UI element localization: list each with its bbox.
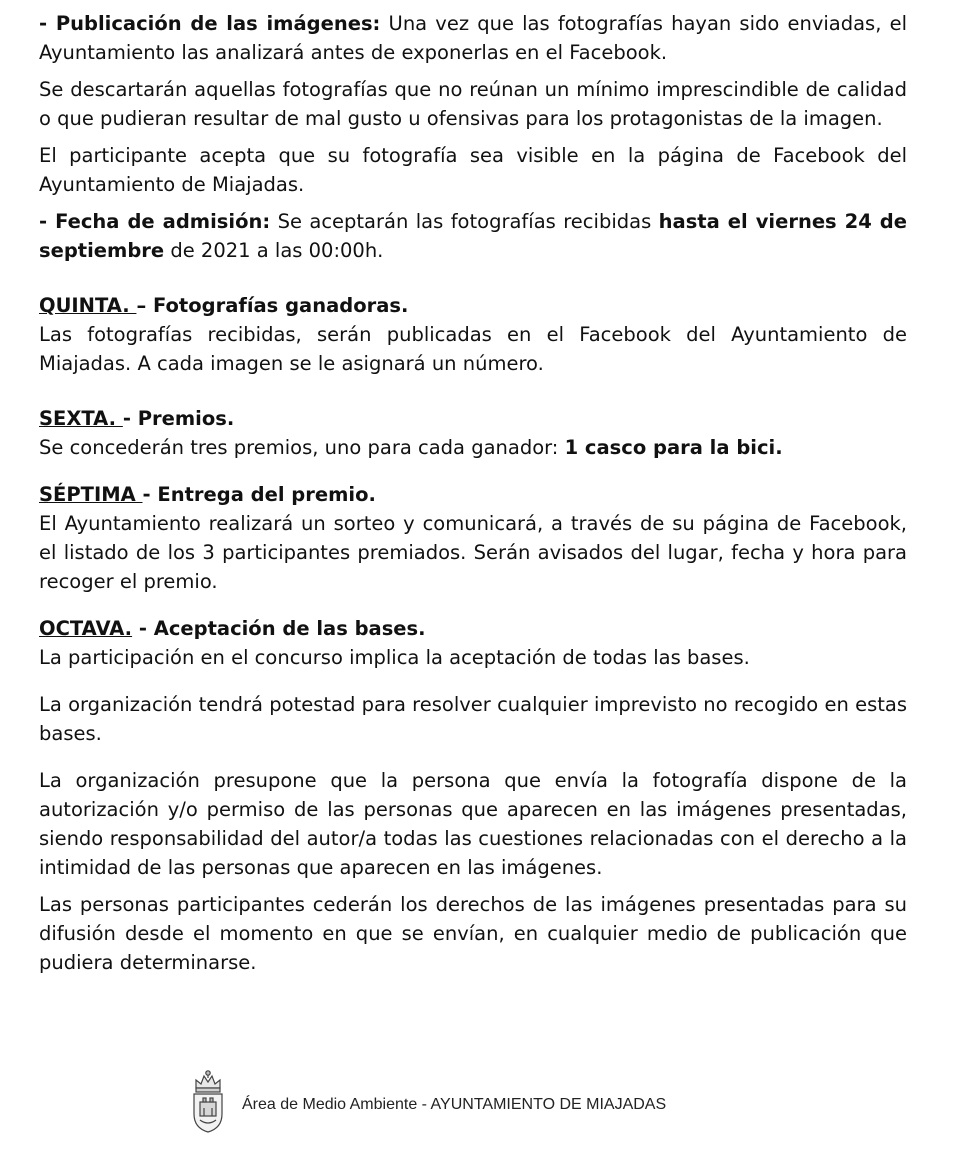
section-body-septima: El Ayuntamiento realizará un sorteo y comunicará, a través de su página de Facebook, el listado de los 3 participantes premiados. Serán avisados del lugar, fecha y hora para recoger el premio.	[39, 512, 907, 593]
visibilidad-paragraph: El participante acepta que su fotografía sea visible en la página de Facebook del Ayuntamiento de Miajadas.	[39, 144, 907, 196]
fecha-admision-lead: - Fecha de admisión:	[39, 210, 271, 233]
publicacion-lead: - Publicación de las imágenes:	[39, 12, 381, 35]
publicacion-text: Una vez que las fotografías hayan sido enviadas, el Ayuntamiento las analizará antes de exponerlas en el Facebook.	[39, 12, 907, 64]
page-footer	[190, 1068, 790, 1138]
municipal-coat-of-arms-icon	[190, 1068, 226, 1134]
section-body-sexta: Se concederán tres premios, uno para cada ganador: 1 casco para la bici.	[39, 436, 783, 459]
document-body	[39, 9, 907, 977]
section-body-octava: La participación en el concurso implica la aceptación de todas las bases.	[39, 646, 750, 669]
descarte-paragraph: Se descartarán aquellas fotografías que no reúnan un mínimo imprescindible de calidad o que pudieran resultar de mal gusto u ofensivas para los protagonistas de la imagen.	[39, 78, 907, 130]
section-heading-quinta: QUINTA. – Fotografías ganadoras.	[39, 294, 409, 317]
fecha-limite: hasta el viernes 24 de septiembre	[39, 210, 907, 262]
footer-text: Área de Medio Ambiente - AYUNTAMIENTO DE MIAJADAS	[242, 1096, 667, 1113]
autorizacion-paragraph: La organización presupone que la persona que envía la fotografía dispone de la autorización y/o permiso de las personas que aparecen en las imágenes presentadas, siendo responsabilidad del autor/a todas las cuestiones relacionadas con el derecho a la intimidad de las personas que aparecen en las imágenes.	[39, 769, 907, 879]
section-heading-sexta: SEXTA. - Premios.	[39, 407, 235, 430]
section-body-quinta: Las fotografías recibidas, serán publicadas en el Facebook del Ayuntamiento de Miajadas. A cada imagen se le asignará un número.	[39, 323, 907, 375]
section-heading-octava: OCTAVA. - Aceptación de las bases.	[39, 617, 426, 640]
publicacion-paragraph	[39, 9, 907, 67]
fecha-admision-paragraph: - Fecha de admisión: Se aceptarán las fotografías recibidas hasta el viernes 24 de septiembre de 2021 a las 00:00h.	[39, 210, 907, 262]
potestad-paragraph: La organización tendrá potestad para resolver cualquier imprevisto no recogido en estas bases.	[39, 693, 907, 745]
derechos-paragraph: Las personas participantes cederán los derechos de las imágenes presentadas para su difusión desde el momento en que se envían, en cualquier medio de publicación que pudiera determinarse.	[39, 893, 907, 974]
premio-text: 1 casco para la bici.	[564, 436, 783, 459]
section-heading-septima: SÉPTIMA - Entrega del premio.	[39, 483, 376, 506]
